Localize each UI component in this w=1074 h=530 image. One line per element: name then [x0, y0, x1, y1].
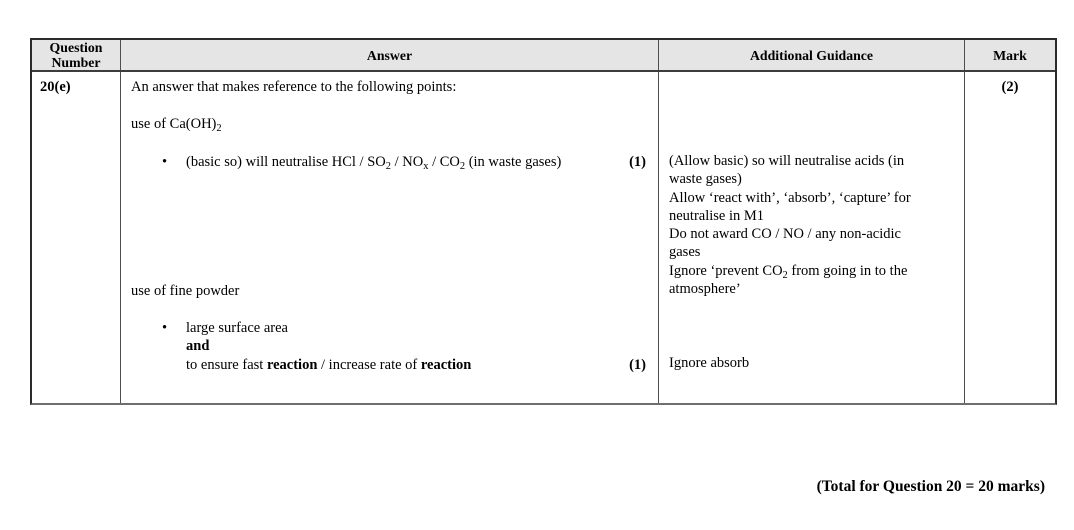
guidance-line: Ignore ‘prevent $CO_2$ from going in to the — [669, 262, 908, 281]
answer-bullet1-row — [131, 153, 646, 171]
answer-bullet2-text — [186, 319, 629, 374]
guidance-line: atmosphere’ — [669, 281, 741, 298]
guidance-line: gases — [669, 244, 701, 261]
guidance-block1 — [669, 152, 956, 298]
guidance-line: Do not award CO / NO / any non-acidic — [669, 226, 901, 243]
header-mark: Mark — [993, 47, 1027, 63]
guidance-line: neutralise in M1 — [669, 207, 765, 224]
guidance-line: (Allow basic) so will neutralise acids (in — [669, 153, 905, 169]
answer-bullet2-line1: large surface area — [186, 320, 288, 337]
total-marks-line: (Total for Question 20 = 20 marks) — [816, 478, 1045, 495]
guidance-block2: Ignore absorb — [669, 355, 750, 372]
answer-bullet2-line2: and — [186, 338, 210, 355]
answer-bullet1-text: (basic so) will neutralise HCl / $SO_2 / NO_x / CO_2$ (in waste gases) — [186, 153, 562, 172]
bullet-icon: • — [162, 153, 168, 170]
cell-answer — [121, 72, 659, 403]
header-question-number: Question Number — [32, 40, 121, 70]
answer-bullet2-line3: to ensure fast reaction / increase rate of reaction — [186, 356, 472, 373]
bullet-icon: • — [162, 320, 168, 337]
cell-question-number: 20(e) — [32, 72, 121, 403]
answer-bullet1-mark: (1) — [629, 153, 646, 170]
cell-additional-guidance — [659, 72, 965, 403]
guidance-line: Allow ‘react with’, ‘absorb’, ‘capture’ for — [669, 189, 911, 206]
answer-bullet2-row — [131, 319, 646, 374]
mark-scheme-table — [30, 38, 1057, 405]
answer-point2-heading: use of fine powder — [131, 282, 240, 299]
table-header-row — [32, 40, 1055, 72]
table-row — [32, 72, 1055, 403]
cell-mark: (2) — [1001, 79, 1019, 95]
answer-intro: An answer that makes reference to the following points: — [131, 79, 457, 95]
header-additional-guidance: Additional Guidance — [659, 40, 965, 70]
answer-bullet2-mark: (1) — [629, 356, 646, 373]
answer-point1-heading: use of $Ca(OH)_2$ — [131, 116, 222, 135]
guidance-line: waste gases) — [669, 171, 742, 188]
header-answer: Answer — [121, 40, 659, 70]
